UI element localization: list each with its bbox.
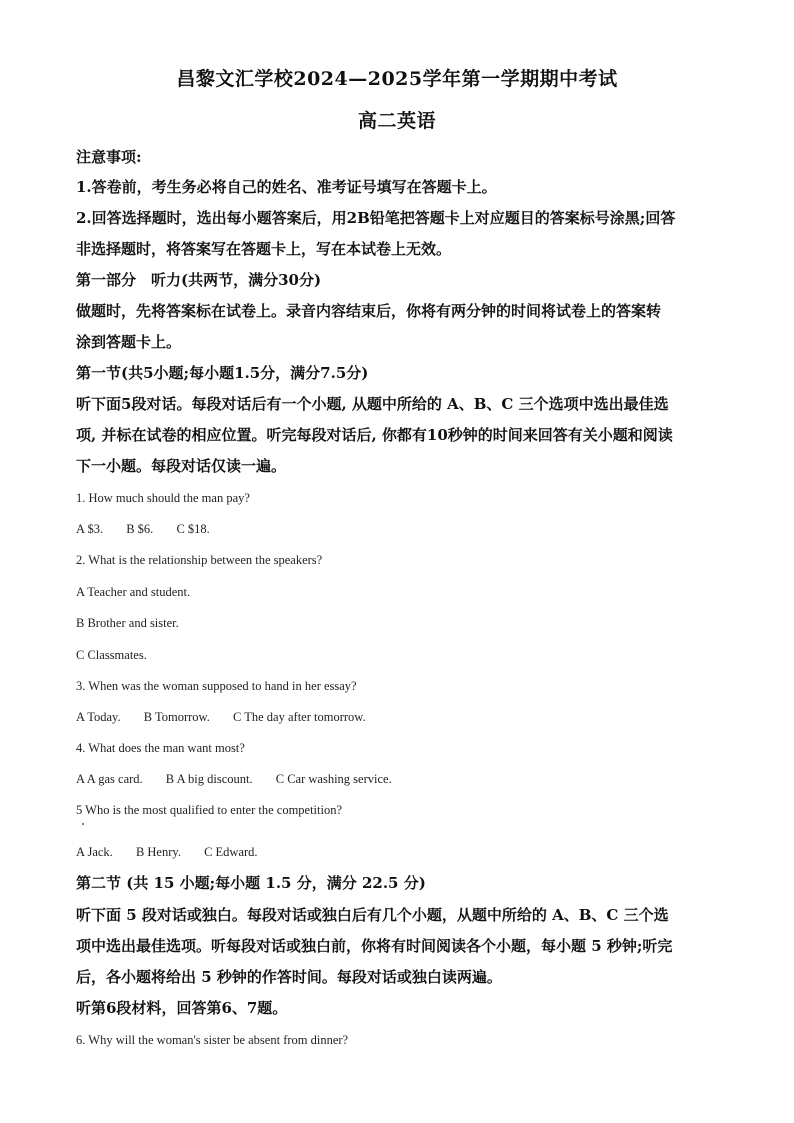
stray-dot: [82, 823, 84, 825]
section2-instruction-line-2: 项中选出最佳选项。听每段对话或独白前，你将有时间阅读各个小题，每小题 5 秒钟;听完: [76, 937, 673, 955]
option-a: A Today.: [76, 710, 121, 724]
section1-instruction-line-3: 下一小题。每段对话仅读一遍。: [76, 457, 287, 475]
notes-item-1: 1.答卷前，考生务必将自己的姓名、准考证号填写在答题卡上。: [76, 178, 497, 196]
question-6: 6. Why will the woman's sister be absent from dinner?: [76, 1033, 349, 1047]
question-1: 1. How much should the man pay?: [76, 491, 250, 505]
option-b: B $6.: [126, 522, 154, 536]
question-1-options: [76, 521, 230, 537]
option-b: B Tomorrow.: [143, 710, 210, 724]
exam-title: 昌黎文汇学校2024—2025学年第一学期期中考试: [176, 68, 618, 90]
section2-instruction-line-3: 后，各小题将给出 5 秒钟的作答时间。每段对话或独白读两遍。: [76, 968, 502, 986]
section1-instruction-line-2: 项, 并标在试卷的相应位置。听完每段对话后, 你都有10秒钟的时间来回答有关小题和阅读: [76, 426, 673, 444]
option-c: C Edward.: [204, 845, 258, 859]
question-3: 3. When was the woman supposed to hand in her essay?: [76, 679, 357, 693]
question-2: 2. What is the relationship between the speakers?: [76, 553, 323, 567]
option-a: A $3.: [76, 522, 104, 536]
section1-heading: 第一节(共5小题;每小题1.5分，满分7.5分): [76, 364, 369, 382]
question-3-options: [76, 709, 386, 725]
section1-instruction-line-1: 听下面5段对话。每段对话后有一个小题, 从题中所给的 A、B、C 三个选项中选出最佳选: [76, 395, 669, 413]
part1-heading: 第一部分 听力(共两节，满分30分): [76, 271, 322, 289]
option-c: C Car washing service.: [275, 772, 392, 786]
notes-heading: 注意事项:: [76, 148, 142, 166]
part1-instruction-line-2: 涂到答题卡上。: [76, 333, 182, 351]
subject-title: 高二英语: [357, 110, 436, 132]
option-c: C $18.: [176, 522, 210, 536]
option-b: B Henry.: [135, 845, 181, 859]
option-c: C The day after tomorrow.: [233, 710, 366, 724]
question-4: 4. What does the man want most?: [76, 741, 245, 755]
notes-item-2-line-1: 2.回答选择题时，选出每小题答案后，用2B铅笔把答题卡上对应题目的答案标号涂黑;回答: [76, 209, 676, 227]
question-2-option-a: A Teacher and student.: [76, 585, 191, 599]
option-a: A A gas card.: [76, 772, 143, 786]
material-6-heading: 听第6段材料，回答第6、7题。: [76, 999, 288, 1017]
notes-item-2-line-2: 非选择题时，将答案写在答题卡上，写在本试卷上无效。: [76, 240, 452, 258]
question-4-options: [76, 771, 412, 787]
question-2-option-c: C Classmates.: [76, 648, 147, 662]
part1-instruction-line-1: 做题时，先将答案标在试卷上。录音内容结束后，你将有两分钟的时间将试卷上的答案转: [76, 302, 662, 320]
question-2-option-b: B Brother and sister.: [76, 616, 179, 630]
question-5-options: [76, 844, 278, 860]
section2-heading: 第二节 (共 15 小题;每小题 1.5 分，满分 22.5 分): [76, 874, 426, 892]
section2-instruction-line-1: 听下面 5 段对话或独白。每段对话或独白后有几个小题，从题中所给的 A、B、C 三个选: [76, 906, 669, 924]
option-b: B A big discount.: [165, 772, 253, 786]
question-5: 5 Who is the most qualified to enter the competition?: [76, 803, 343, 817]
option-a: A Jack.: [76, 845, 113, 859]
